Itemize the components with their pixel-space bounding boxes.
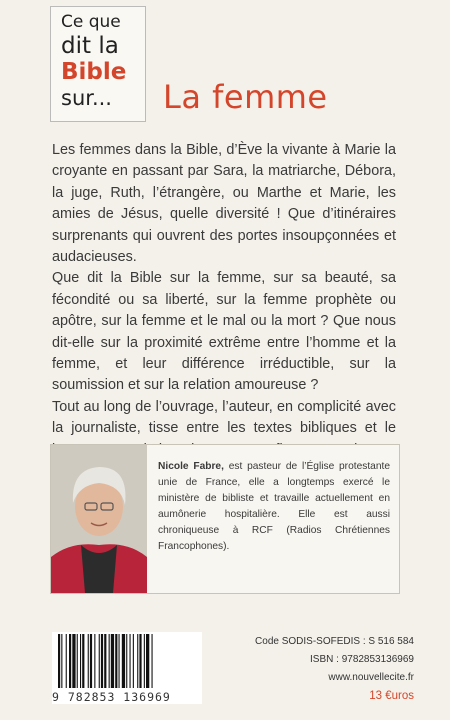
barcode-number: 9 782853 136969 bbox=[52, 690, 171, 704]
back-cover-blurb bbox=[52, 140, 396, 483]
series-logo bbox=[50, 6, 146, 122]
barcode-bars bbox=[52, 632, 202, 690]
distributor-code: Code SODIS-SOFEDIS : S 516 584 bbox=[255, 636, 414, 647]
series-line-2: dit la bbox=[61, 33, 119, 59]
book-title: La femme bbox=[163, 78, 328, 116]
author-name: Nicole Fabre, bbox=[158, 461, 224, 472]
blurb-paragraph-3: Tout au long de l’ouvrage, l’auteur, en complicité avec la journaliste, tisse entre les textes bibliques et le bbox=[52, 398, 396, 437]
series-line-4: sur... bbox=[61, 86, 112, 110]
author-bio-text: est pasteur de l’Église protestante unie de France, elle a longtemps exercé le ministère de bibliste et travaille actuellement en aumônerie hospitalière. Elle est aussi chroniqueuse à RCF (Radios Chrétiennes Francophones). bbox=[158, 461, 390, 552]
series-line-1: Ce que bbox=[61, 12, 121, 32]
series-line-3: Bible bbox=[61, 59, 127, 85]
blurb-paragraph-1: Les femmes dans la Bible, d’Ève la vivante à Marie la croyante en passant par Sara, la matriarche, Débora, la juge, Ruth, l’étrangère, ou Marthe et Marie, les amies de Jésus, quelle diversité ! Que d’itinéraires surprenants qui ouvrent des portes insoupçonnées et audacieuses. bbox=[52, 142, 396, 266]
price: 13 €uros bbox=[369, 690, 414, 702]
barcode bbox=[52, 632, 202, 704]
author-box bbox=[50, 444, 400, 594]
book-info bbox=[255, 633, 414, 705]
author-portrait-image bbox=[51, 445, 147, 593]
author-bio bbox=[158, 459, 390, 555]
isbn: ISBN : 9782853136969 bbox=[310, 654, 414, 665]
author-photo bbox=[51, 445, 147, 593]
blurb-paragraph-2: Que dit la Bible sur la femme, sur sa beauté, sa fécondité ou sa liberté, sur la femme prophète ou apôtre, sur la femme et le mal ou la mort ? Que nous dit-elle sur la proximité extrême entre l’homme et la femme, et leur différence irréductible, sur la soumission et sur la relation amoureuse ? bbox=[52, 270, 396, 394]
publisher-website: www.nouvellecite.fr bbox=[328, 672, 414, 683]
